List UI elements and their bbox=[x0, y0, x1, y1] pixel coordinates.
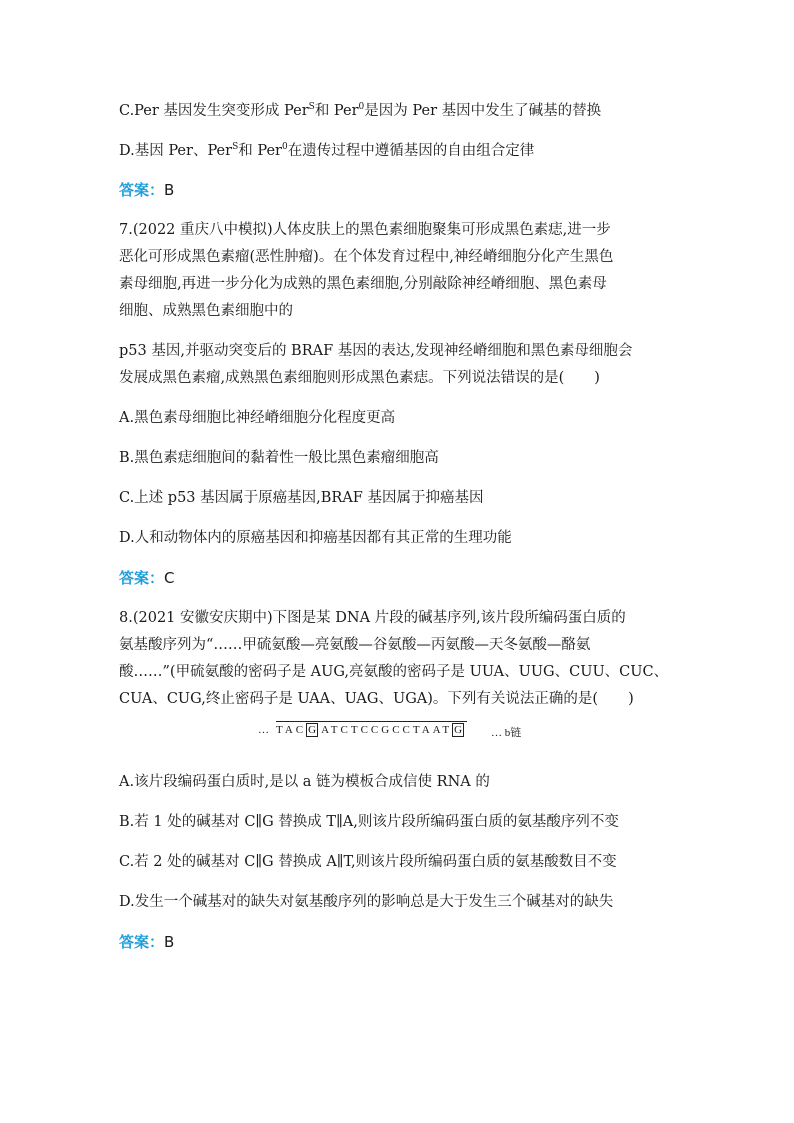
q7-stem-line-5: p53 基因,并驱动突变后的 BRAF 基因的表达,发现神经嵴细胞和黑色素母细胞会 bbox=[119, 343, 633, 359]
answer-label: 答案： bbox=[119, 569, 165, 587]
q7-stem-line-2: 恶化可形成黑色素瘤(恶性肿瘤)。在个体发育过程中,神经嵴细胞分化产生黑色 bbox=[119, 249, 614, 265]
answer-label: 答案： bbox=[119, 933, 165, 951]
q7-stem-line-1: 7.(2022 重庆八中模拟)人体皮肤上的黑色素细胞聚集可形成黑色素痣,进一步 bbox=[119, 222, 611, 238]
q8-option-d: D.发生一个碱基对的缺失对氨基酸序列的影响总是大于发生三个碱基对的缺失 bbox=[119, 894, 614, 910]
q6-option-d: D.基因 Per、Per$^S$和 Per$^0$在遗传过程中遵循基因的自由组合定律 bbox=[119, 142, 535, 159]
q8-stem-line-4: CUA、CUG,终止密码子是 UAA、UAG、UGA)。下列有关说法正确的是( ) bbox=[119, 691, 634, 707]
q8-option-c: C.若 2 处的碱基对 C∥G 替换成 A∥T,则该片段所编码蛋白质的氨基酸数目不变 bbox=[119, 854, 617, 870]
q8-option-b: B.若 1 处的碱基对 C∥G 替换成 T∥A,则该片段所编码蛋白质的氨基酸序列不变 bbox=[119, 814, 619, 830]
q7-option-d: D.人和动物体内的原癌基因和抑癌基因都有其正常的生理功能 bbox=[119, 530, 512, 546]
answer-value: C bbox=[164, 569, 175, 587]
answer-label: 答案： bbox=[119, 181, 165, 199]
q7-stem-line-4: 细胞、成熟黑色素细胞中的 bbox=[119, 303, 293, 319]
dna-site-1-box: G bbox=[308, 724, 317, 736]
q7-stem-line-6: 发展成黑色素瘤,成熟黑色素细胞则形成黑色素痣。下列说法错误的是( ) bbox=[119, 370, 600, 386]
q7-option-c: C.上述 p53 基因属于原癌基因,BRAF 基因属于抑癌基因 bbox=[119, 490, 484, 506]
dna-strand-b: TAC G ATCTCCGCCTAAT G bbox=[276, 721, 467, 736]
q6-option-c: C.Per 基因发生突变形成 Per$^S$和 Per$^0$是因为 Per 基因中发生了碱基的替换 bbox=[119, 102, 602, 119]
q8-stem-line-3: 酸……”(甲硫氨酸的密码子是 AUG,亮氨酸的密码子是 UUA、UUG、CUU、CUC、 bbox=[119, 664, 669, 680]
dna-strand-label: … b链 bbox=[491, 727, 522, 739]
dna-site-2-box: G bbox=[454, 724, 463, 736]
dna-left-ellipsis: … bbox=[258, 724, 269, 736]
q8-stem-line-2: 氨基酸序列为“……甲硫氨酸—亮氨酸—谷氨酸—丙氨酸—天冬氨酸—酪氨 bbox=[119, 637, 591, 653]
q8-stem-line-1: 8.(2021 安徽安庆期中)下图是某 DNA 片段的碱基序列,该片段所编码蛋白质的 bbox=[119, 610, 626, 626]
q7-stem-line-3: 素母细胞,再进一步分化为成熟的黑色素细胞,分别敲除神经嵴细胞、黑色素母 bbox=[119, 276, 607, 292]
q8-option-a: A.该片段编码蛋白质时,是以 a 链为模板合成信使 RNA 的 bbox=[119, 774, 490, 790]
q7-answer bbox=[119, 568, 175, 588]
dna-sequence-figure bbox=[258, 719, 538, 743]
answer-value: B bbox=[164, 181, 175, 199]
q8-answer bbox=[119, 932, 174, 952]
q7-option-b: B.黑色素痣细胞间的黏着性一般比黑色素瘤细胞高 bbox=[119, 450, 439, 466]
q7-option-a: A.黑色素母细胞比神经嵴细胞分化程度更高 bbox=[119, 410, 396, 426]
answer-value: B bbox=[164, 933, 175, 951]
q6-answer bbox=[119, 180, 174, 200]
